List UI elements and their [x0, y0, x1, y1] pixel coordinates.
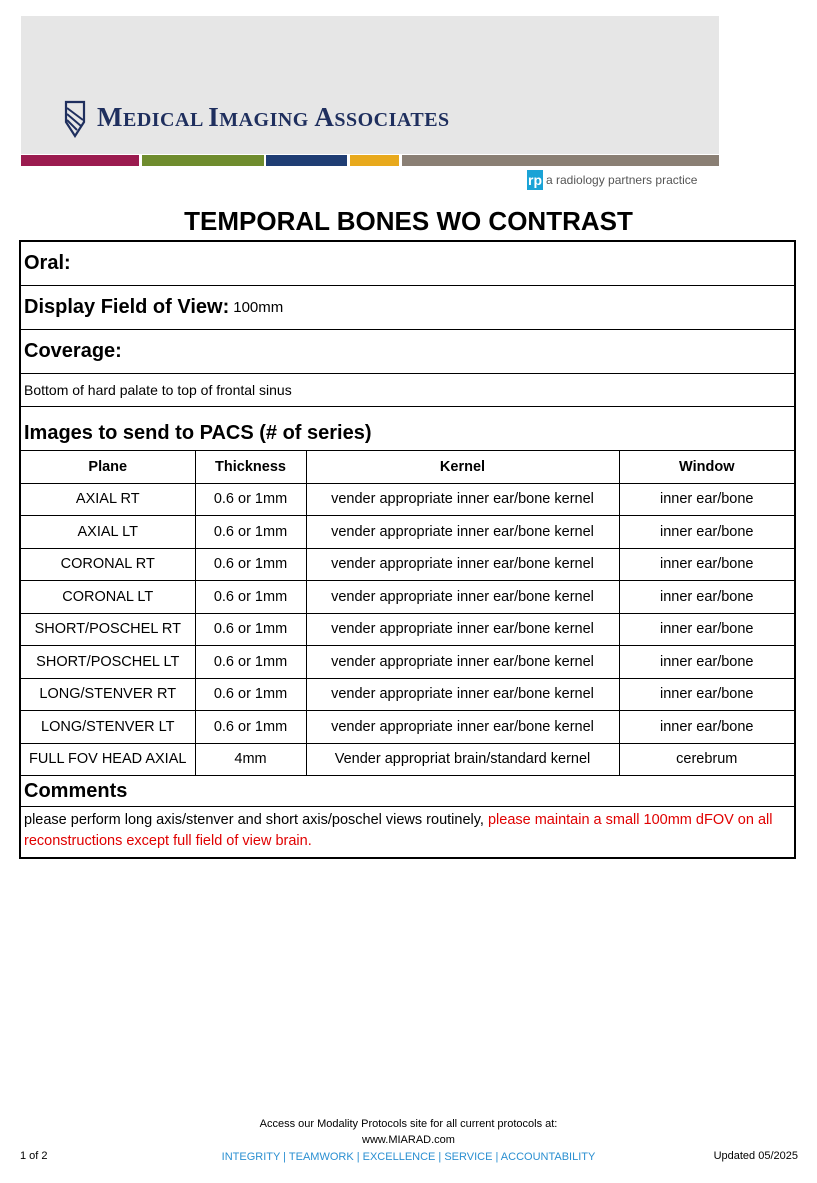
table-row [21, 581, 794, 614]
brand-cap-i: I [208, 102, 220, 132]
comments-header [21, 776, 794, 807]
brand-name [97, 102, 450, 135]
radiology-partners-icon: rp [528, 172, 542, 188]
partner-tag [527, 170, 697, 190]
window-cell: inner ear/bone [619, 646, 794, 679]
plane-cell: FULL FOV HEAD AXIAL [21, 743, 195, 776]
stripe-taupe [402, 155, 719, 166]
footer-website-link[interactable]: www.MIARAD.com [362, 1134, 455, 1146]
page-number: 1 of 2 [20, 1150, 48, 1162]
thickness-cell: 0.6 or 1mm [195, 646, 306, 679]
series-header-row [21, 451, 794, 483]
protocol-table [19, 240, 796, 859]
updated-date: Updated 05/2025 [713, 1150, 798, 1162]
stripe-blue [266, 155, 347, 166]
window-cell: cerebrum [619, 743, 794, 776]
thickness-cell: 4mm [195, 743, 306, 776]
table-row [21, 516, 794, 549]
partner-tagline: a radiology partners practice [546, 173, 698, 187]
page-title: TEMPORAL BONES WO CONTRAST [184, 206, 633, 236]
thickness-cell: 0.6 or 1mm [195, 548, 306, 581]
brand-cap-a: A [314, 102, 335, 132]
coverage-value-row [21, 374, 794, 407]
brand-word-medical: EDICAL [122, 109, 203, 131]
plane-cell: LONG/STENVER RT [21, 678, 195, 711]
coverage-label: Coverage: [24, 340, 122, 362]
thickness-cell: 0.6 or 1mm [195, 711, 306, 744]
window-cell: inner ear/bone [619, 678, 794, 711]
thickness-cell: 0.6 or 1mm [195, 516, 306, 549]
comments-body [21, 807, 794, 857]
stripe-maroon [21, 155, 139, 166]
window-cell: inner ear/bone [619, 548, 794, 581]
stripe-green [142, 155, 264, 166]
table-row [21, 646, 794, 679]
thickness-cell: 0.6 or 1mm [195, 483, 306, 516]
footer-access-line: Access our Modality Protocols site for all current protocols at: [259, 1118, 558, 1130]
window-cell: inner ear/bone [619, 483, 794, 516]
plane-cell: LONG/STENVER LT [21, 711, 195, 744]
column-header-plane: Plane [21, 451, 195, 483]
plane-cell: CORONAL LT [21, 581, 195, 614]
thickness-cell: 0.6 or 1mm [195, 678, 306, 711]
window-cell: inner ear/bone [619, 613, 794, 646]
window-cell: inner ear/bone [619, 711, 794, 744]
table-row [21, 613, 794, 646]
dfov-label: Display Field of View: [24, 296, 230, 318]
plane-cell: AXIAL RT [21, 483, 195, 516]
brand-word-associates: SSOCIATES [334, 109, 450, 131]
table-row [21, 678, 794, 711]
thickness-cell: 0.6 or 1mm [195, 581, 306, 614]
table-row [21, 711, 794, 744]
column-header-window: Window [619, 451, 794, 483]
kernel-cell: vender appropriate inner ear/bone kernel [306, 516, 619, 549]
kernel-cell: vender appropriate inner ear/bone kernel [306, 711, 619, 744]
thickness-cell: 0.6 or 1mm [195, 613, 306, 646]
window-cell: inner ear/bone [619, 516, 794, 549]
comments-warning: please maintain a small 100mm dFOV on all reconstructions except full field of view brain. [24, 812, 773, 849]
kernel-cell: Vender appropriat brain/standard kernel [306, 743, 619, 776]
plane-cell: CORONAL RT [21, 548, 195, 581]
kernel-cell: vender appropriate inner ear/bone kernel [306, 678, 619, 711]
stripe-gold [350, 155, 399, 166]
dfov-row [21, 286, 794, 330]
kernel-cell: vender appropriate inner ear/bone kernel [306, 548, 619, 581]
comments-text: please perform long axis/stenver and short axis/poschel views routinely, [24, 812, 488, 828]
footer-values: INTEGRITY | TEAMWORK | EXCELLENCE | SERVICE | ACCOUNTABILITY [221, 1151, 596, 1163]
plane-cell: SHORT/POSCHEL RT [21, 613, 195, 646]
dfov-value: 100mm [233, 299, 284, 316]
comments-label: Comments [24, 779, 128, 802]
oral-row [21, 242, 794, 286]
table-row [21, 548, 794, 581]
column-header-kernel: Kernel [306, 451, 619, 483]
coverage-row [21, 330, 794, 374]
images-header-row [21, 407, 794, 451]
brand-cap-m: M [97, 102, 123, 132]
plane-cell: AXIAL LT [21, 516, 195, 549]
kernel-cell: vender appropriate inner ear/bone kernel [306, 646, 619, 679]
kernel-cell: vender appropriate inner ear/bone kernel [306, 483, 619, 516]
kernel-cell: vender appropriate inner ear/bone kernel [306, 613, 619, 646]
oral-label: Oral: [24, 252, 71, 274]
series-table [21, 451, 794, 776]
images-label: Images to send to PACS (# of series) [24, 422, 372, 444]
shield-logo-icon [64, 100, 86, 138]
coverage-value: Bottom of hard palate to top of frontal sinus [24, 382, 292, 398]
kernel-cell: vender appropriate inner ear/bone kernel [306, 581, 619, 614]
window-cell: inner ear/bone [619, 581, 794, 614]
brand-word-imaging: MAGING [219, 109, 309, 131]
column-header-thickness: Thickness [195, 451, 306, 483]
plane-cell: SHORT/POSCHEL LT [21, 646, 195, 679]
table-row [21, 483, 794, 516]
table-row [21, 743, 794, 776]
